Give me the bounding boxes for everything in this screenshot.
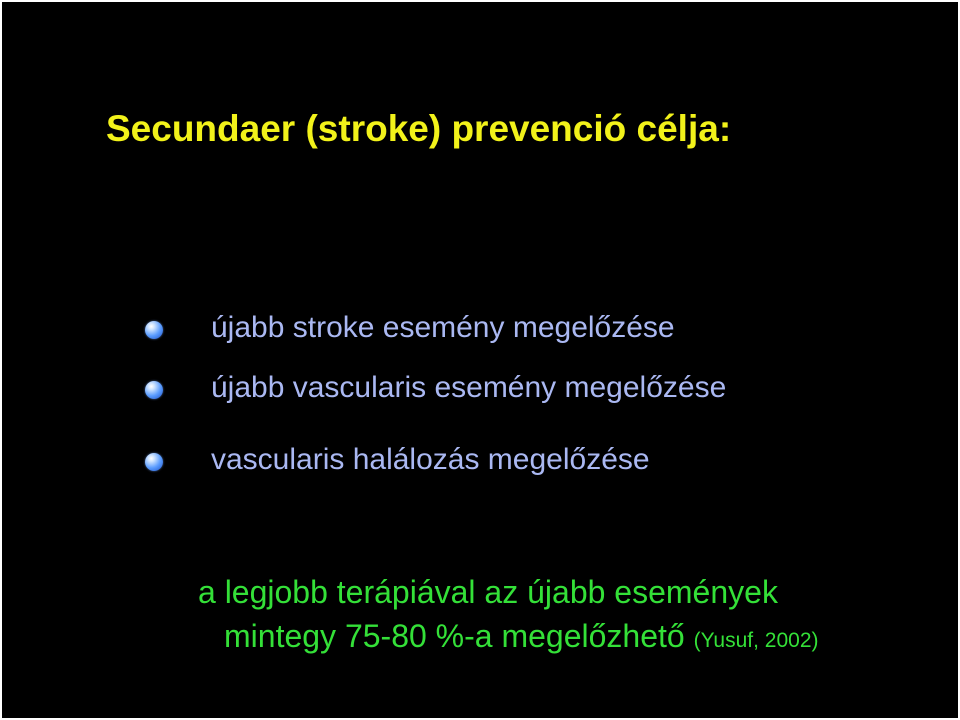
- bullet-item: [2, 311, 958, 351]
- bullet-sphere-icon: [145, 453, 163, 471]
- slide-title: Secundaer (stroke) prevenció célja:: [106, 108, 732, 149]
- bullet-sphere-icon: [145, 321, 163, 339]
- bullet-text: vascularis halálozás megelőzése: [211, 443, 650, 476]
- conclusion-text-1: a legjobb terápiával az újabb események: [198, 574, 778, 610]
- bullet-item: [2, 371, 958, 411]
- conclusion-line-1: [198, 574, 960, 611]
- bullet-text: újabb stroke esemény megelőzése: [211, 311, 675, 344]
- bullet-sphere-icon: [145, 381, 163, 399]
- citation: (Yusuf, 2002): [693, 629, 819, 652]
- bullet-text: újabb vascularis esemény megelőzése: [211, 371, 727, 404]
- bullet-item: [2, 443, 958, 483]
- conclusion-line-2: [224, 618, 960, 655]
- conclusion-text-2: mintegy 75-80 %-a megelőzhető: [224, 618, 685, 654]
- slide: [2, 2, 958, 718]
